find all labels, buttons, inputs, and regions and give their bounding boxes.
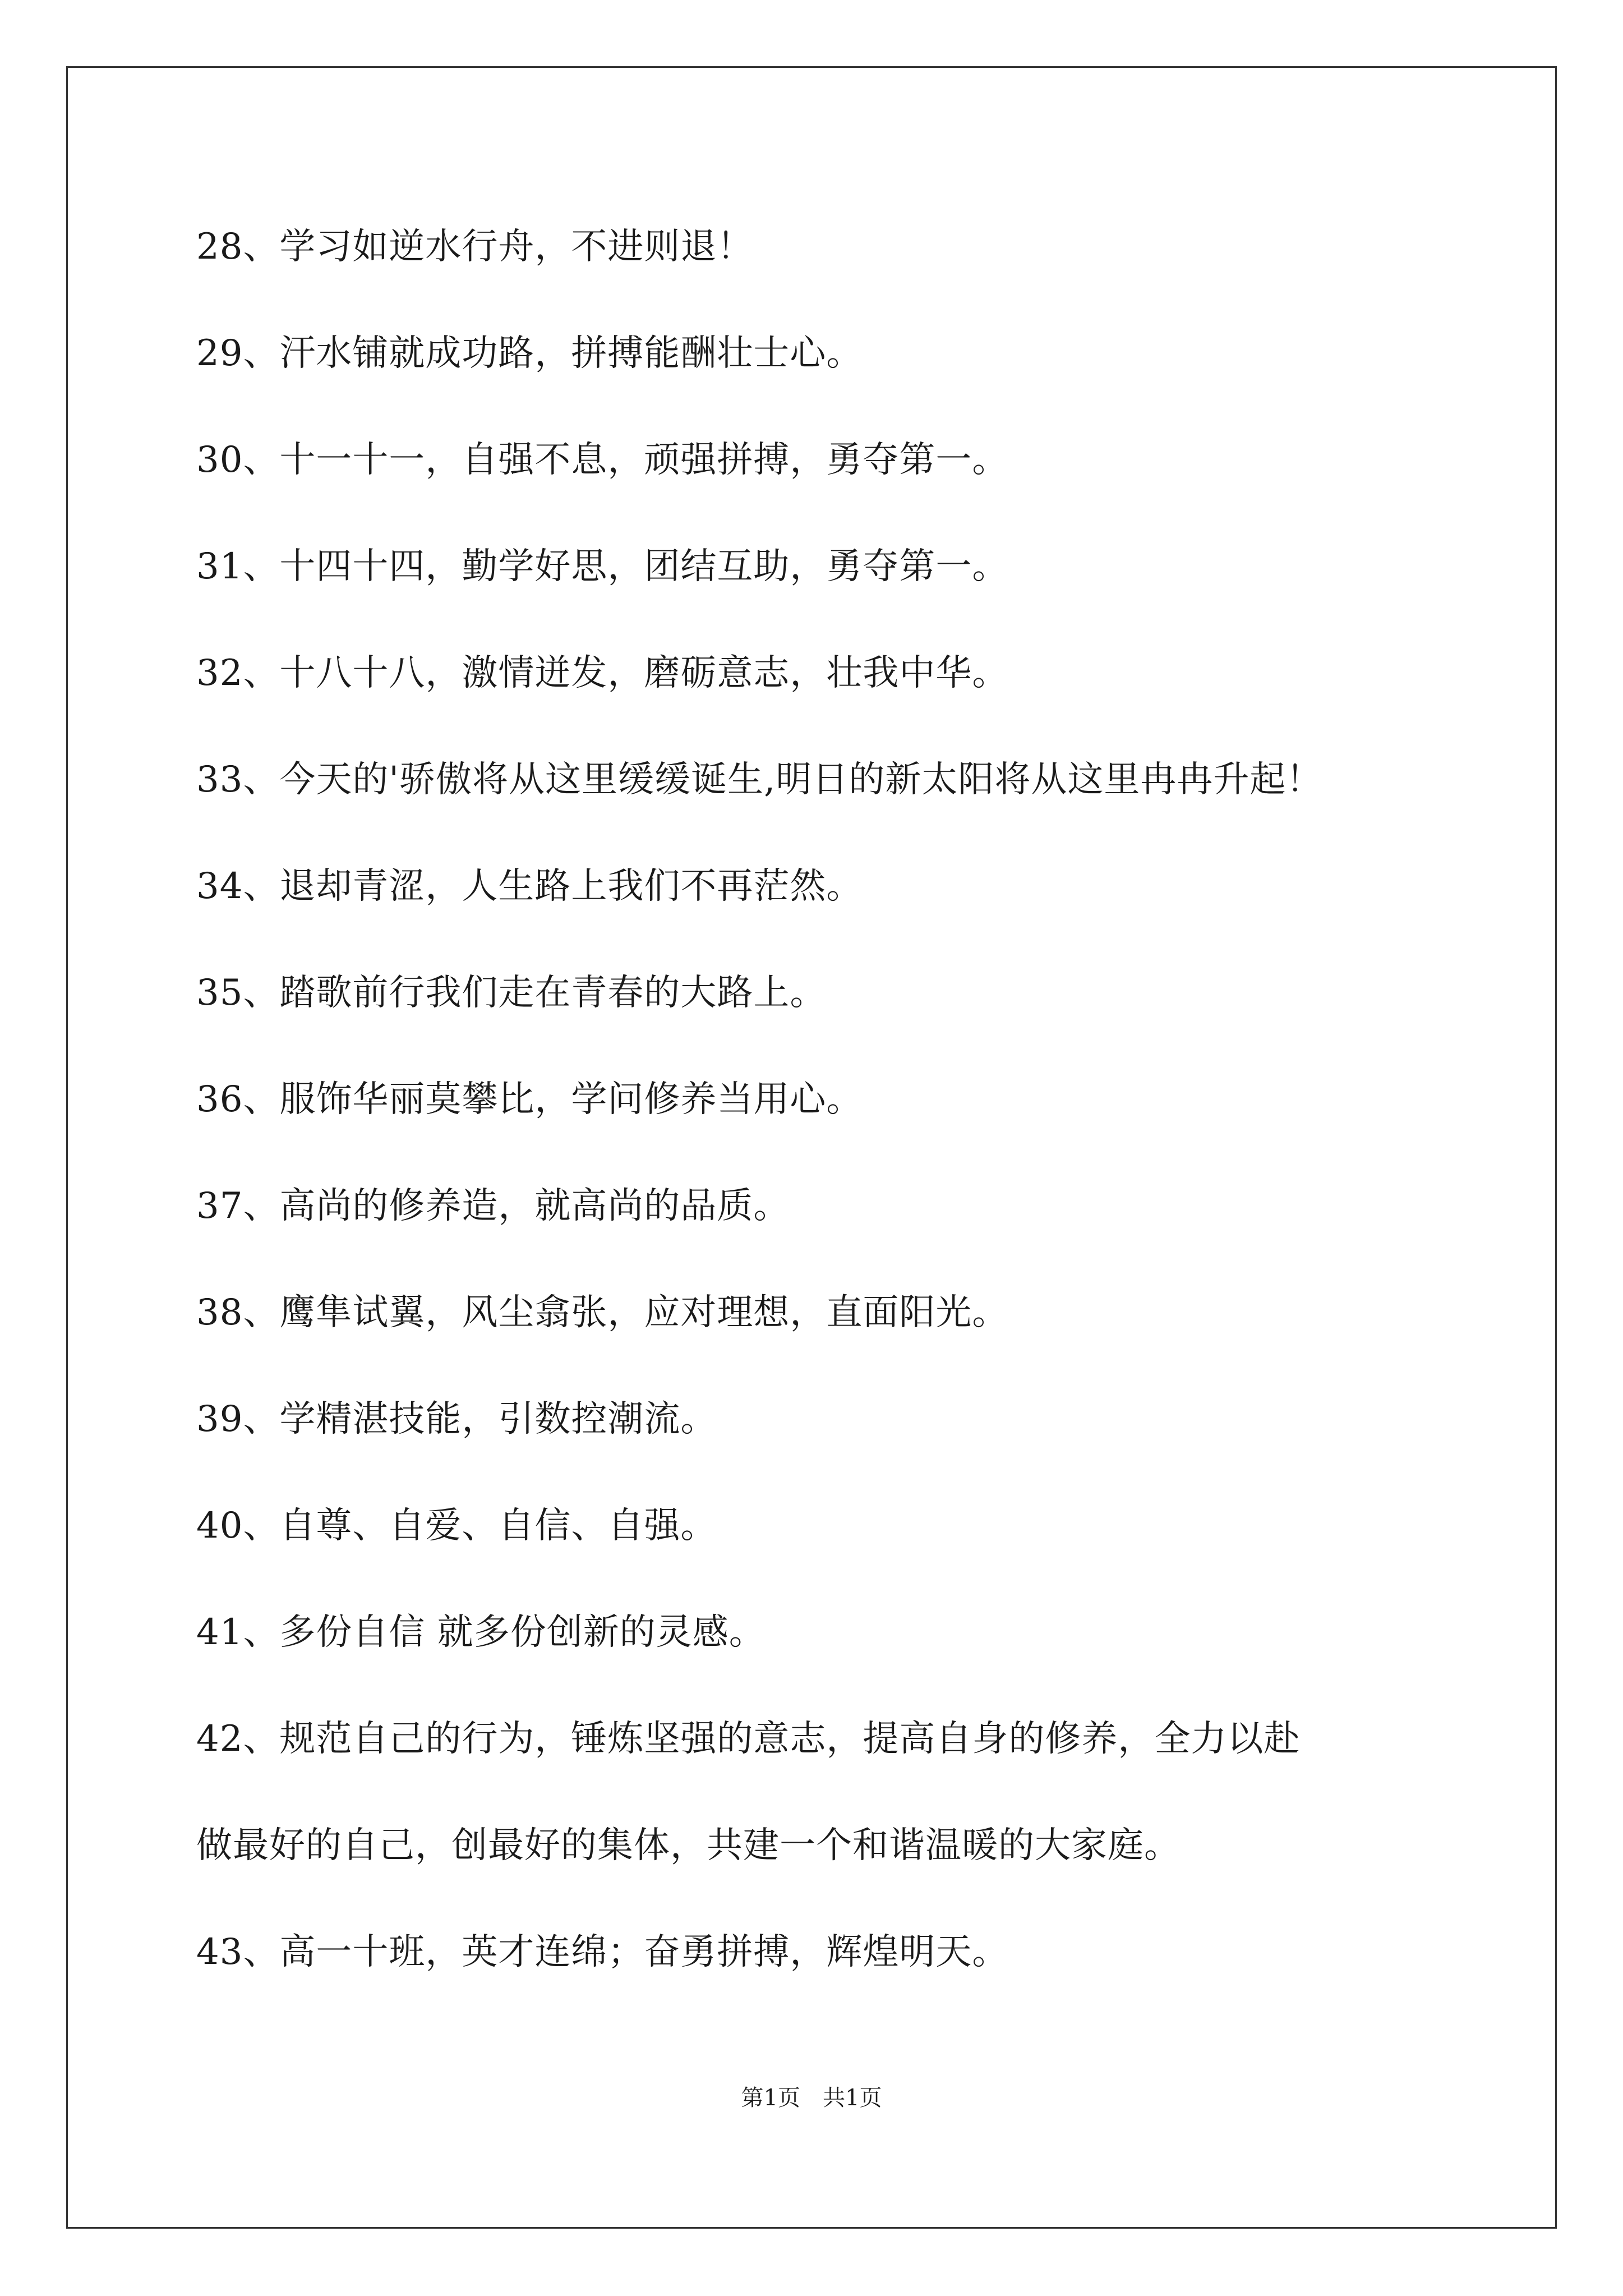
- text-line: 37、高尚的修养造，就高尚的品质。: [196, 1185, 790, 1227]
- text-line: 做最好的自己，创最好的集体，共建一个和谐温暖的大家庭。: [196, 1825, 1181, 1866]
- text-line: 43、高一十班，英才连绵；奋勇拼搏，辉煌明天。: [196, 1931, 1009, 1973]
- page-footer: 第1页 共1页: [741, 2085, 882, 2111]
- text-line: 39、学精湛技能，引数控潮流。: [196, 1398, 717, 1440]
- text-line: 41、多份自信 就多份创新的灵感。: [196, 1612, 766, 1653]
- text-line: 33、今天的'骄傲将从这里缓缓诞生,明日的新太阳将从这里冉冉升起！: [196, 759, 1323, 800]
- text-line: 36、服饰华丽莫攀比，学问修养当用心。: [196, 1079, 863, 1120]
- document-body: [196, 224, 1486, 2036]
- text-line: 31、十四十四，勤学好思，团结互助，勇夺第一。: [196, 546, 1009, 587]
- text-line: 40、自尊、自爱、自信、自强。: [196, 1505, 717, 1547]
- text-line: 28、学习如逆水行舟，不进则退！: [196, 226, 754, 268]
- text-line: 29、汗水铺就成功路，拼搏能酬壮士心。: [196, 333, 863, 374]
- text-line: 34、退却青涩，人生路上我们不再茫然。: [196, 866, 863, 907]
- text-line: 38、鹰隼试翼，风尘翕张，应对理想，直面阳光。: [196, 1292, 1009, 1333]
- text-line: 35、踏歌前行我们走在青春的大路上。: [196, 972, 827, 1014]
- text-line: 30、十一十一，自强不息，顽强拼搏，勇夺第一。: [196, 439, 1009, 481]
- text-line: 42、规范自己的行为，锤炼坚强的意志，提高自身的修养，全力以赴: [196, 1718, 1301, 1760]
- text-line: 32、十八十八，激情迸发，磨砺意志，壮我中华。: [196, 652, 1009, 694]
